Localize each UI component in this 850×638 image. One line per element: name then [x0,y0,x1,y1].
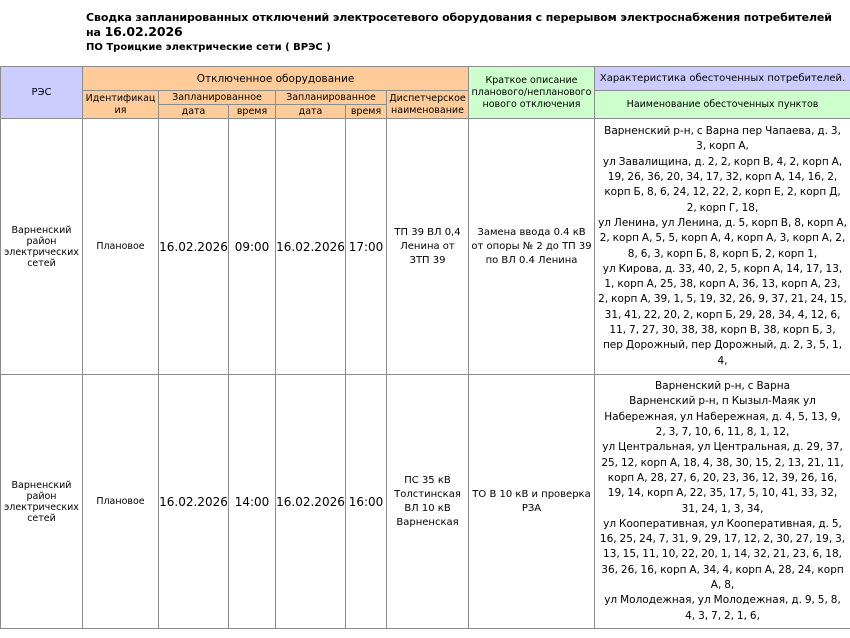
description-cell: ТО В 10 кВ и проверка РЗА [469,375,595,629]
report-date: 16.02.2026 [104,24,183,39]
end-date-cell: 16.02.2026 [276,119,346,375]
points-cell: Варненский р-н, с Варна пер Чапаева, д. 3, 3, корп А, ул Завалищина, д. 2, 2, корп В, 4, 2, корп А, 19, 26, 36, 20, 34, 17, 32, корп А, 14, 16, 2, корп Б, 8, 6, 24, 12, 22, 2, корп Е, 2, корп Д, 2, корп Г, 18, ул Ленина, ул Ленина, д. 5, корп В, 8, корп А, 2, корп А, 5, 5, корп А, 4, корп А, 3, корп А, 2, 8, 6, 3, корп Б, 8, корп Б, 2, корп 1, ул Кирова, д. 33, 40, 2, 5, корп А, 14, 17, 13, 1, корп А, 25, 38, корп А, 36, 13, корп А, 23, 2, корп А, 39, 1, 5, 19, 32, 26, 9, 37, 21, 24, 15, 31, 41, 22, 20, 2, корп Б, 29, 28, 34, 4, 12, 6, 11, 7, 27, 30, 38, 38, корп В, 38, корп Б, 3, пер Дорожный, пер Дорожный, д. 2, 3, 5, 1, 4, [595,119,850,375]
col-consumers: Характеристика обесточенных потребителей. [595,67,850,91]
table-row [1,119,850,375]
header-row-2 [1,91,850,105]
res-cell: Варненский район электрических сетей [1,119,83,375]
col-planned-end: Запланированное [276,91,387,105]
col-dispatch: Диспетчерское наименование [387,91,469,119]
outages-table [0,66,850,629]
col-description: Краткое описание планового/непланового нового отключения [469,67,595,119]
description-cell: Замена ввода 0.4 кВ от опоры № 2 до ТП 39 по ВЛ 0.4 Ленина [469,119,595,375]
col-res: РЭС [1,67,83,119]
col-identification: Идентификация [83,91,159,119]
start-date-cell: 16.02.2026 [159,375,229,629]
dispatch-cell: ТП 39 ВЛ 0,4 Ленина от ЗТП 39 [387,119,469,375]
type-cell: Плановое [83,375,159,629]
col-end-date: дата [276,105,346,119]
report-title-text: Сводка запланированных отключений электросетевого оборудования с перерывом электроснабжения потребителей на [86,11,832,39]
start-time-cell: 14:00 [229,375,276,629]
report-title [86,11,850,39]
start-date-cell: 16.02.2026 [159,119,229,375]
res-cell: Варненский район электрических сетей [1,375,83,629]
type-cell: Плановое [83,119,159,375]
dispatch-cell: ПС 35 кВ Толстинская ВЛ 10 кВ Варненская [387,375,469,629]
header-row-1 [1,67,850,91]
col-planned-start: Запланированное [159,91,276,105]
end-date-cell: 16.02.2026 [276,375,346,629]
col-start-time: время [229,105,276,119]
col-settlements: Наименование обесточенных пунктов [595,91,850,119]
col-equipment: Отключенное оборудование [83,67,469,91]
end-time-cell: 16:00 [346,375,387,629]
table-row [1,375,850,629]
start-time-cell: 09:00 [229,119,276,375]
col-start-date: дата [159,105,229,119]
points-cell: Варненский р-н, с Варна Варненский р-н, п Кызыл-Маяк ул Набережная, ул Набережная, д. 4, 5, 13, 9, 2, 3, 7, 10, 6, 11, 8, 1, 12, ул Центральная, ул Центральная, д. 29, 37, 25, 12, корп А, 18, 4, 38, 30, 15, 2, 13, 21, 11, корп А, 28, 27, 6, 20, 23, 36, 12, 39, 26, 16, 19, 14, корп А, 22, 35, 17, 5, 10, 41, 33, 32, 31, 24, 1, 3, 34, ул Кооперативная, ул Кооперативная, д. 5, 16, 25, 24, 7, 31, 9, 29, 17, 12, 2, 30, 27, 19, 3, 13, 15, 11, 10, 22, 20, 1, 14, 32, 21, 23, 6, 18, 36, 26, 16, корп А, 34, 4, корп А, 28, 24, корп А, 8, ул Молодежная, ул Молодежная, д. 9, 5, 8, 4, 3, 7, 2, 1, 6, [595,375,850,629]
col-end-time: время [346,105,387,119]
report-subtitle: ПО Троицкие электрические сети ( ВРЭС ) [86,42,331,53]
end-time-cell: 17:00 [346,119,387,375]
